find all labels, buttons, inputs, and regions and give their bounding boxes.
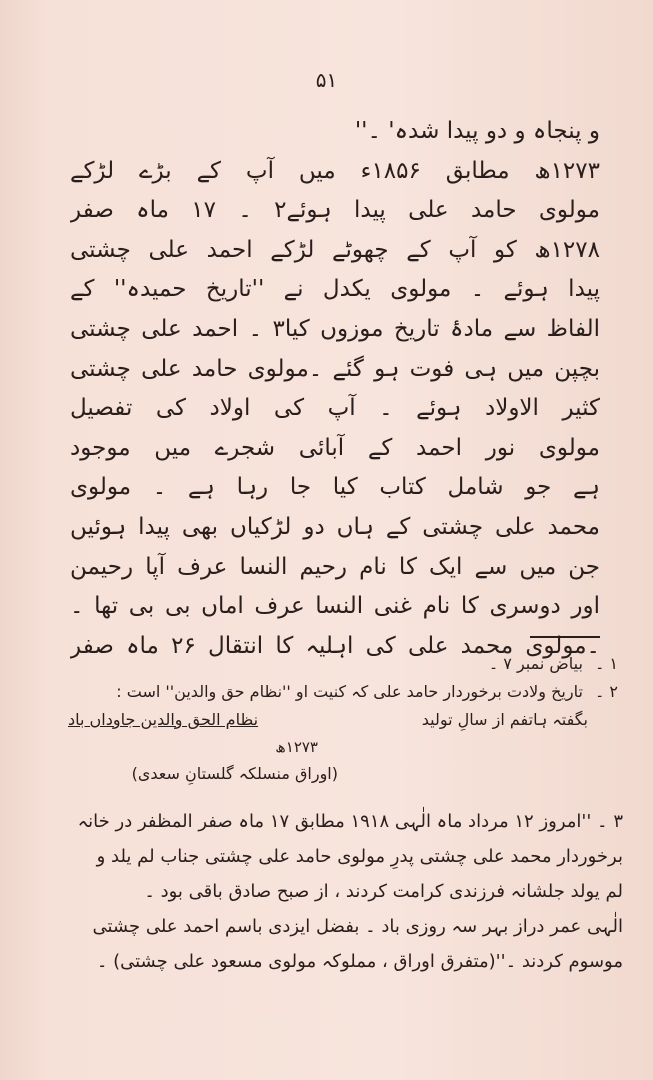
persian-line: لم یولد جلشانہ فرزندی کرامت کردند ، از صبح صادق باقی بود ۔: [144, 881, 623, 902]
text-line: محمد علی چشتی کے ہاں دو لڑکیاں بھی پیدا ہوئیں: [70, 513, 600, 540]
footnote-source: (اوراق منسلکہ گلستانِ سعدی): [131, 764, 338, 783]
persian-line: برخوردار محمد علی چشتی پدرِ مولوی حامد علی چشتی جناب لم یلد و: [96, 846, 623, 867]
footnote-divider: [530, 636, 600, 638]
text-line: مولوی نور احمد کے آبائی شجرے میں موجود: [70, 434, 600, 461]
verse-couplet: [68, 706, 588, 734]
persian-line: [38, 804, 623, 839]
persian-text: ''امروز ۱۲ مرداد ماہ الٰہی ۱۹۱۸ مطابق ۱۷ ماہ صفر المظفر در خانہ: [77, 811, 592, 832]
text-line: کثیر الاولاد ہوئے ۔ آپ کی اولاد کی تفصیل: [70, 395, 600, 422]
text-line: اور دوسری کا نام غنی النسا عرف اماں بی بی تھا ۔: [70, 593, 600, 620]
verse-hemistich-right: بگفتہ ہاتفم از سالِ تولید: [421, 710, 588, 729]
text-line: پیدا ہوئے ۔ مولوی یکدل نے ''تاریخ حمیدہ'' کے: [70, 276, 600, 303]
persian-footnote: [38, 804, 623, 979]
main-paragraph: [70, 112, 600, 666]
persian-line: الٰہی عمر دراز بہر سہ روزی باد ۔ بفضل ایزدی باسم احمد علی چشتی: [92, 916, 623, 937]
page-number: ۵۱: [315, 68, 338, 92]
footnote-2: [38, 678, 618, 706]
text-line: ۱۲۷۳ھ مطابق ۱۸۵۶ء میں آپ کے بڑے لڑکے: [70, 157, 600, 184]
text-line: جن میں سے ایک کا نام رحیم النسا عرف آپا رحیمن: [70, 553, 600, 580]
chronogram-year: ۱۲۷۳ھ: [275, 738, 318, 756]
text-line: ہے جو شامل کتاب کیا جا رہا ہے ۔ مولوی: [70, 474, 600, 501]
footnote-number: ۳ ۔: [597, 811, 623, 832]
footnote-text: تاریخ ولادت برخوردار حامد علی کہ کنیت او ''نظام حق والدین'' است :: [116, 682, 583, 701]
text-line: مولوی حامد علی پیدا ہوئے۲ ۔ ۱۷ ماہ صفر: [70, 197, 600, 224]
text-line: بچپن میں ہی فوت ہو گئے ۔مولوی حامد علی چشتی: [70, 355, 600, 382]
footnote-number: ۲ ۔: [594, 682, 618, 701]
footnote-text: بیاض نمبر ۷ ۔: [488, 654, 583, 673]
footnote-1: [38, 650, 618, 678]
text-line: و پنجاہ و دو پیدا شدہ' ۔'': [354, 118, 600, 144]
footnote-number: ۱ ۔: [594, 654, 618, 673]
text-line: ۔مولوی محمد علی کی اہلیہ کا انتقال ۲۶ ماہ صفر: [70, 632, 600, 659]
text-line: الفاظ سے مادۂ تاریخ موزوں کیا۳ ۔ احمد علی چشتی: [70, 315, 600, 342]
text-line: ۱۲۷۸ھ کو آپ کے چھوٹے لڑکے احمد علی چشتی: [70, 236, 600, 263]
persian-line: موسوم کردند ۔''(متفرق اوراق ، مملوکہ مولوی مسعود علی چشتی) ۔: [96, 951, 623, 972]
verse-hemistich-left: نظام الحق والدین جاوداں باد: [68, 710, 259, 729]
footnotes: [38, 650, 618, 788]
